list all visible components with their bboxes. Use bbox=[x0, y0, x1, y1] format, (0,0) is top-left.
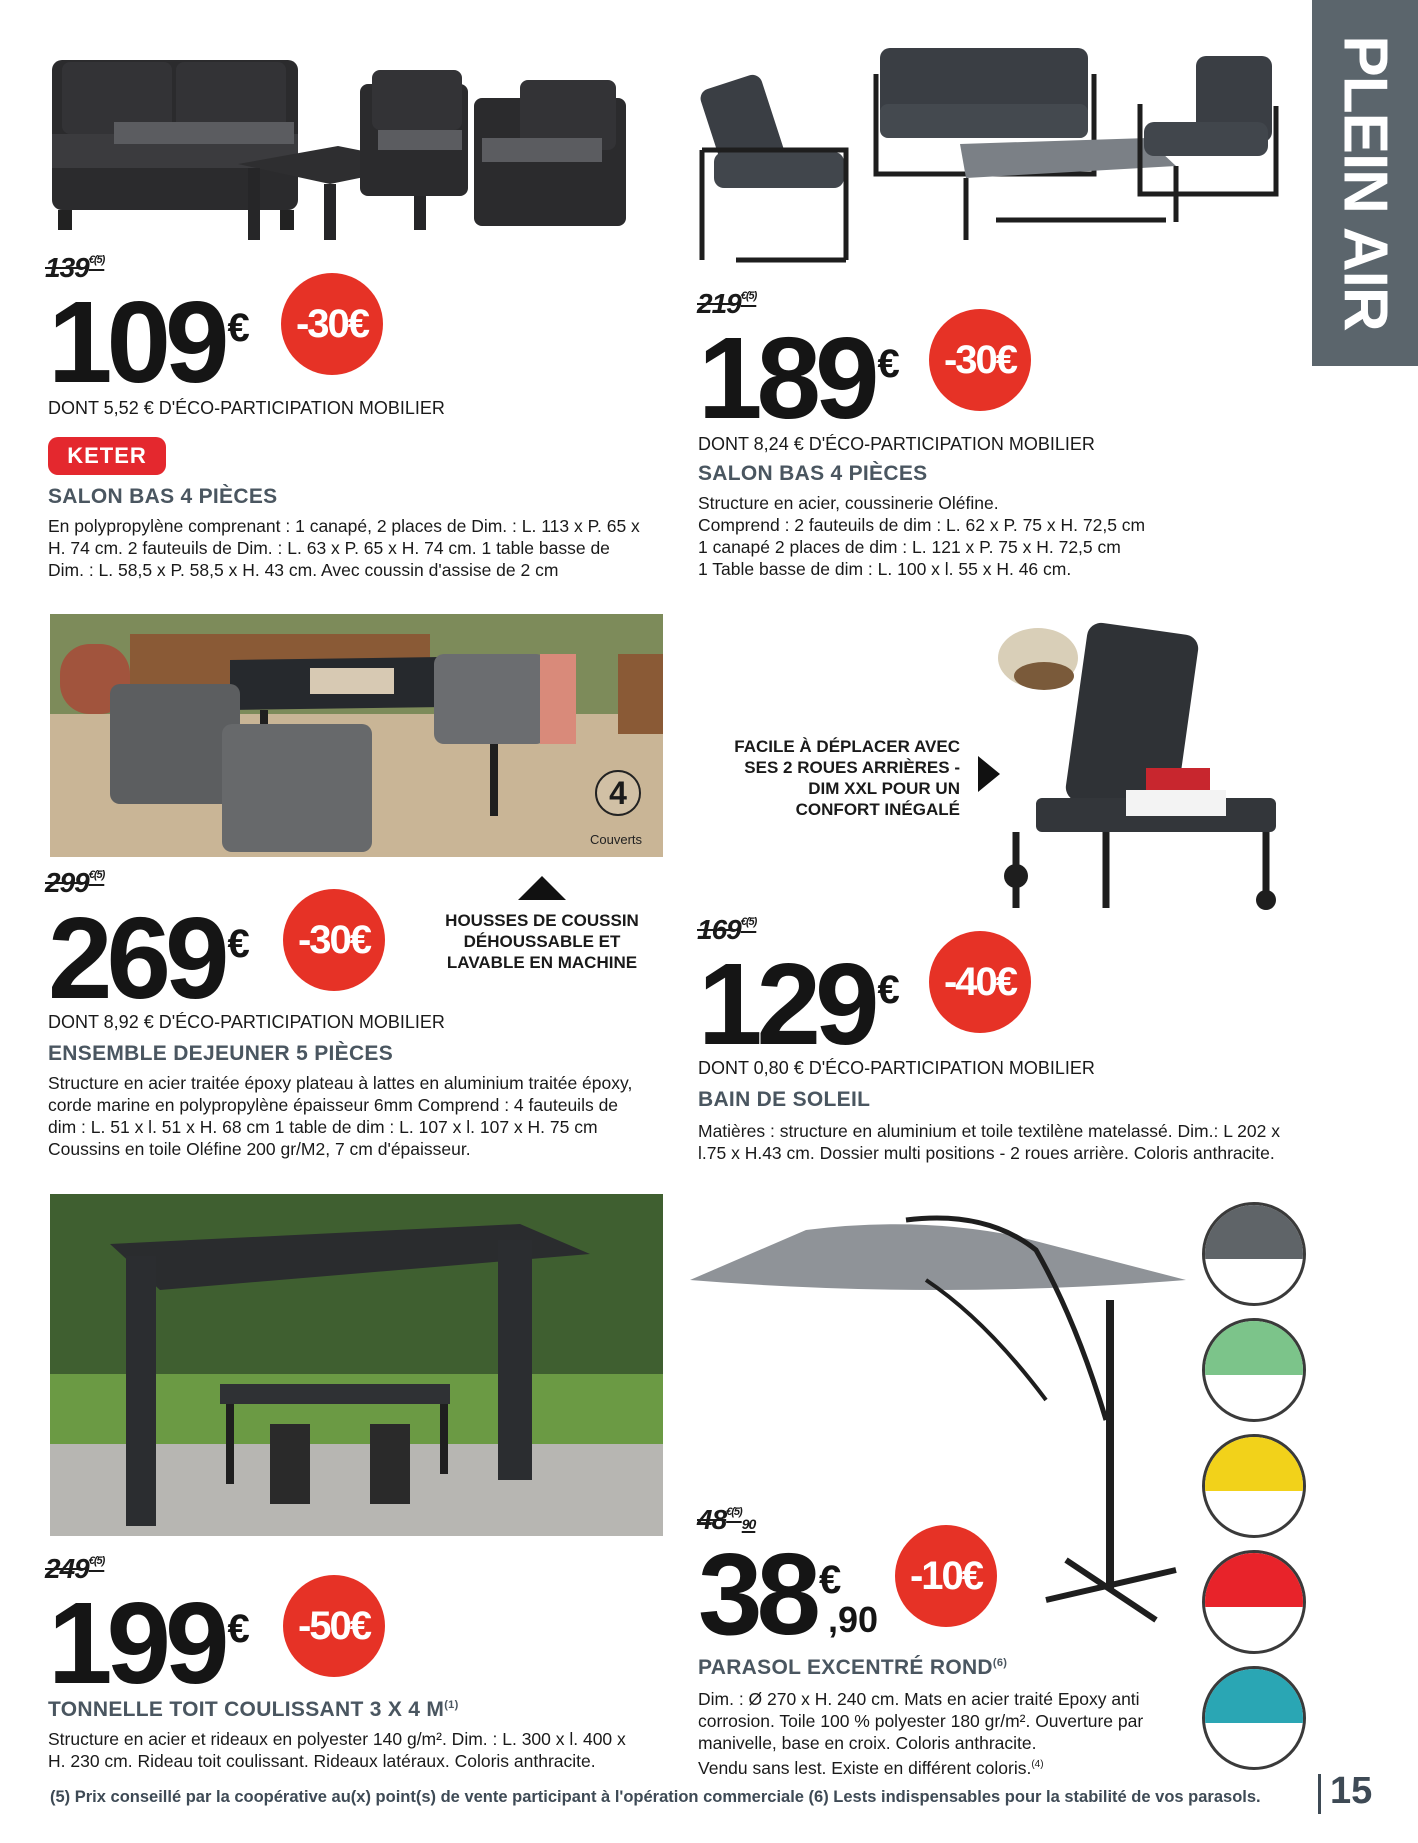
product-description: Matières : structure en aluminium et toile textilène matelassé. Dim.: L 202 x l.75 x H.43 cm. Dossier multi positions - 2 roues arrière. Coloris anthracite. bbox=[698, 1121, 1280, 1163]
section-tab bbox=[1312, 0, 1418, 366]
price: 109 € bbox=[48, 277, 250, 407]
section-tab-label: PLEIN AIR bbox=[1330, 35, 1400, 331]
keter-logo: KETER bbox=[48, 437, 166, 475]
discount-badge: -10€ bbox=[898, 1528, 994, 1624]
product-description: Structure en acier, coussinerie Oléfine. Comprend : 2 fauteuils de dim : L. 62 x P. 75 x H. 72,5 cm 1 canapé 2 places de dim : L. 121 x P. 75 x H. 72,5 cm 1 Table basse de dim : L. 100 x l. 55 x H. 46 cm. bbox=[698, 493, 1146, 579]
page-divider bbox=[1318, 1774, 1321, 1814]
arrow-up-icon bbox=[518, 876, 566, 900]
color-swatch-anthracite[interactable] bbox=[1202, 1202, 1306, 1306]
old-price: $299^{€(5)}$ bbox=[45, 867, 105, 898]
price: 129 € bbox=[698, 939, 900, 1069]
product-title: PARASOL EXCENTRÉ ROND$^{(6)}$ bbox=[698, 1656, 1008, 1679]
price: 199 € bbox=[48, 1578, 250, 1708]
eco-participation: DONT 8,92 € D'ÉCO-PARTICIPATION MOBILIER bbox=[48, 1012, 445, 1032]
tonnelle-photo bbox=[50, 1194, 663, 1536]
color-swatch-teal[interactable] bbox=[1202, 1666, 1306, 1770]
eco-participation: DONT 0,80 € D'ÉCO-PARTICIPATION MOBILIER bbox=[698, 1058, 1095, 1078]
arrow-right-icon bbox=[978, 756, 1000, 792]
product-description: En polypropylène comprenant : 1 canapé, 2 places de Dim. : L. 113 x P. 65 x H. 74 cm. 2 fauteuils de Dim. : L. 63 x P. 65 x H. 74 cm. 1 table basse de Dim. : L. 58,5 x P. 58,5 x H. 43 cm. Avec coussin d'assise de 2 cm bbox=[48, 516, 640, 580]
discount-badge: -40€ bbox=[932, 934, 1028, 1030]
callout-text: HOUSSES DE COUSSIN DÉHOUSSABLE ET LAVABLE EN MACHINE bbox=[445, 911, 639, 972]
product-title: BAIN DE SOLEIL bbox=[698, 1088, 871, 1111]
page-number: 15 bbox=[1330, 1770, 1373, 1812]
old-price: $219^{€(5)}$ bbox=[697, 288, 757, 319]
price: 189 € bbox=[698, 313, 900, 443]
product-title: TONNELLE TOIT COULISSANT 3 X 4 $M^{(1)}$ bbox=[48, 1698, 459, 1721]
discount-badge: -30€ bbox=[286, 892, 382, 988]
old-price: $139^{€(5)}$ bbox=[45, 252, 105, 283]
ensemble-dejeuner-photo bbox=[50, 614, 663, 857]
footer-note: (5) Prix conseillé par la coopérative au(x) point(s) de vente participant à l'opération commerciale (6) Lests indispensables pour la stabilité de vos parasols. bbox=[50, 1788, 1261, 1806]
old-price: $169^{€(5)}$ bbox=[697, 914, 757, 945]
color-swatch-green[interactable] bbox=[1202, 1318, 1306, 1422]
old-price: $249^{€(5)}$ bbox=[45, 1553, 105, 1584]
couverts-label: Couverts bbox=[590, 832, 643, 847]
couverts-icon: 4 bbox=[595, 770, 641, 816]
product-title: SALON BAS 4 PIÈCES bbox=[698, 462, 928, 485]
eco-participation: DONT 5,52 € D'ÉCO-PARTICIPATION MOBILIER bbox=[48, 398, 445, 418]
price: 269 € bbox=[48, 893, 250, 1023]
product-description: Dim. : Ø 270 x H. 240 cm. Mats en acier traité Epoxy anti corrosion. Toile 100 % polyester 180 gr/m². Ouverture par manivelle, base en croix. Coloris anthracite. Vendu sans lest. Existe en différent coloris.$^{(4)}$ bbox=[698, 1689, 1144, 1778]
color-swatch-red[interactable] bbox=[1202, 1550, 1306, 1654]
discount-badge: -30€ bbox=[284, 276, 380, 372]
bain-soleil-image bbox=[996, 618, 1296, 918]
product-title: ENSEMBLE DEJEUNER 5 PIÈCES bbox=[48, 1042, 394, 1065]
product-title: SALON BAS 4 PIÈCES bbox=[48, 485, 278, 508]
salon-acier-image bbox=[696, 34, 1296, 278]
discount-badge: -30€ bbox=[932, 312, 1028, 408]
callout-text: FACILE À DÉPLACER AVEC SES 2 ROUES ARRIÈRES - DIM XXL POUR UN CONFORT INÉGALÉ bbox=[734, 737, 960, 819]
product-description: Structure en acier et rideaux en polyester 140 g/m². Dim. : L. 300 x l. 400 x H. 230 cm. Rideau toit coulissant. Rideaux latéraux. Coloris anthracite. bbox=[48, 1729, 626, 1771]
eco-participation: DONT 8,24 € D'ÉCO-PARTICIPATION MOBILIER bbox=[698, 434, 1095, 454]
keter-salon-image bbox=[48, 34, 648, 244]
old-price: $48^{€(5)}90$ bbox=[697, 1504, 756, 1535]
color-swatch-yellow[interactable] bbox=[1202, 1434, 1306, 1538]
price: 38 € ,90 bbox=[698, 1529, 879, 1659]
discount-badge: -50€ bbox=[286, 1578, 382, 1674]
product-description: Structure en acier traitée époxy plateau à lattes en aluminium traitée époxy, corde marine en polypropylène épaisseur 6mm Comprend : 4 fauteuils de dim : L. 51 x l. 51 x H. 68 cm 1 table de dim : L. 107 x l. 107 x H. 75 cm Coussins en toile Oléfine 200 gr/M2, 7 cm d'épaisseur. bbox=[48, 1073, 633, 1159]
